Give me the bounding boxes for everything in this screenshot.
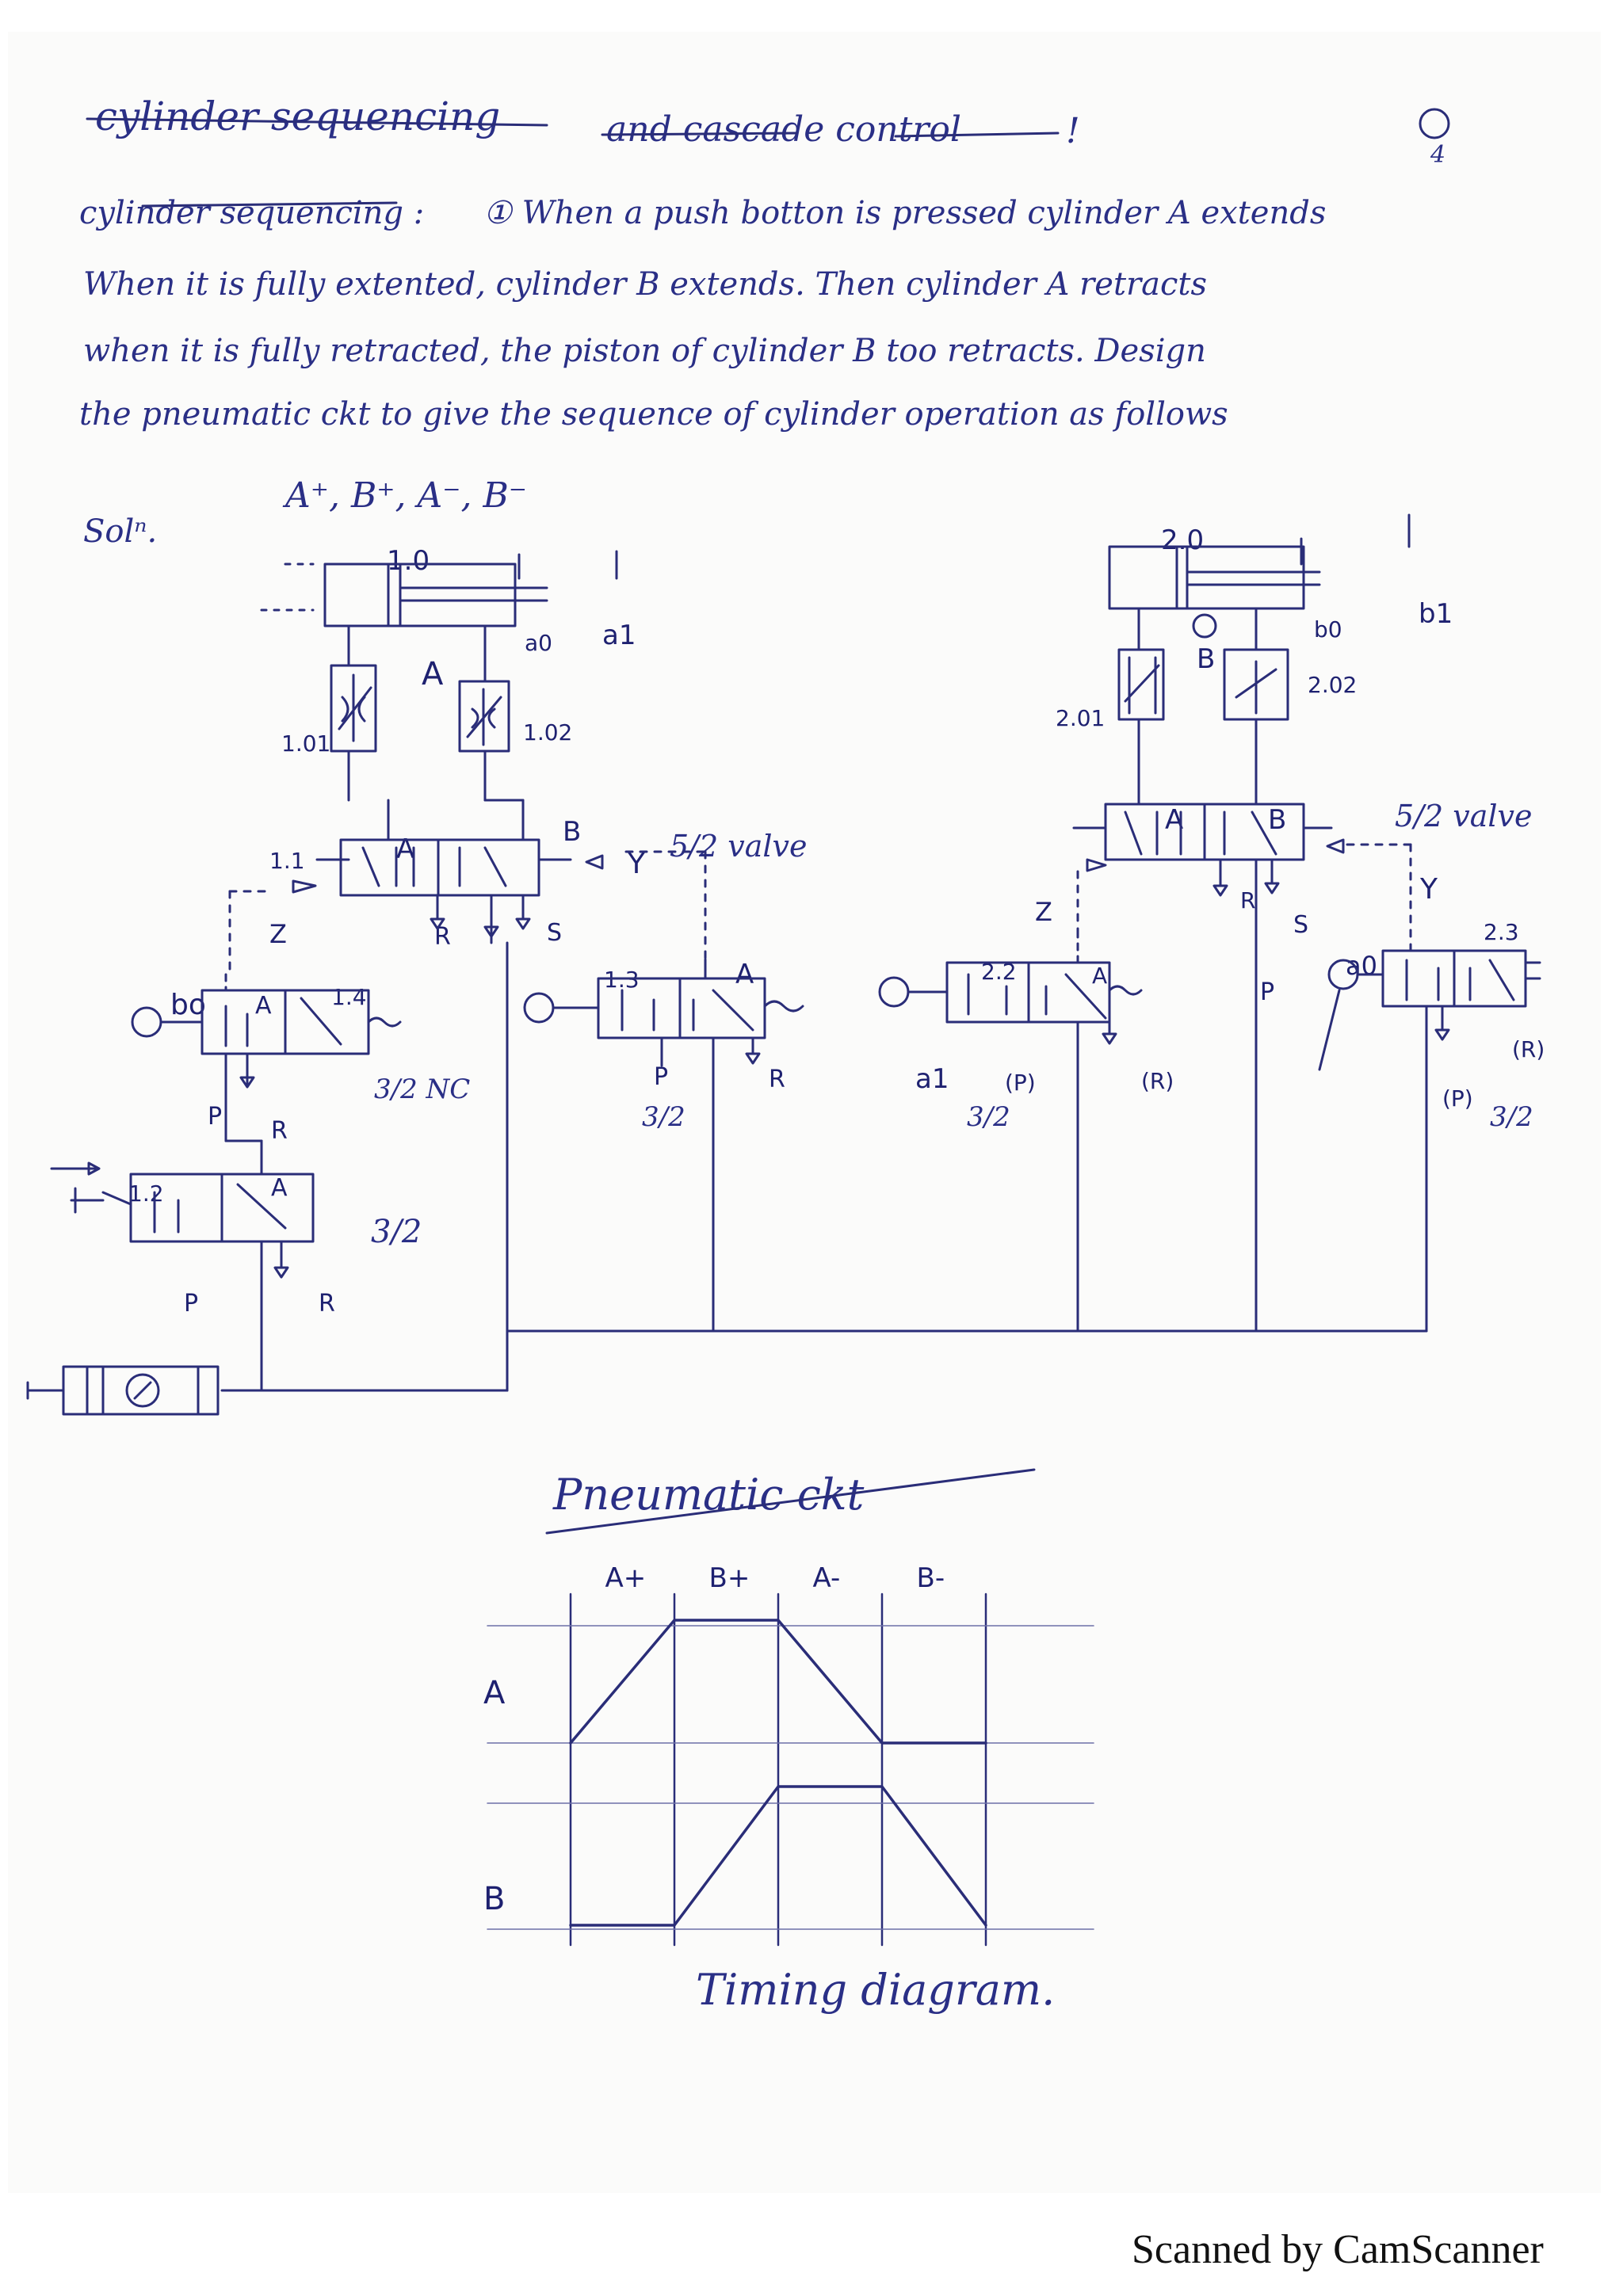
timing-step-label-1: B+: [708, 1562, 750, 1594]
timing-diagram: [487, 1594, 1094, 1945]
flow-b2-label: 2.02: [1308, 672, 1358, 698]
valve-23-supply: P: [1260, 978, 1275, 1006]
flow-control-201: [1119, 608, 1163, 804]
valve-14-port-r: R: [271, 1117, 288, 1145]
valve-21-body: [1074, 804, 1343, 1331]
valve-22-id: 2.2: [981, 959, 1017, 985]
scanner-footer: Scanned by CamScanner: [1132, 2227, 1544, 2272]
timing-series-label-B: B: [483, 1881, 506, 1917]
valve-12-type: 3/2: [371, 1214, 422, 1250]
flow-control-102: [460, 626, 523, 840]
problem-heading: cylinder sequencing :: [79, 195, 425, 231]
flow-control-202: [1224, 608, 1288, 804]
valve-12-port-p: P: [184, 1290, 199, 1318]
problem-line-3: when it is fully retracted, the piston of cylinder B too retracts. Design: [83, 333, 1206, 369]
valve-23-port-r: (R): [1512, 1036, 1545, 1062]
cyl-a-pos0: a0: [525, 630, 552, 656]
valve-14-type: 3/2 NC: [374, 1074, 471, 1105]
valve-22-port-a: A: [1092, 963, 1108, 989]
cyl-b-name: B: [1197, 643, 1216, 675]
timing-grid-vertical: [571, 1594, 986, 1945]
valve-21-pilot-y: Y: [1420, 873, 1438, 906]
valve-13-port-r: R: [769, 1066, 785, 1093]
title-part1: cylinder sequencing: [95, 93, 501, 139]
title-part2: and cascade control: [606, 109, 961, 150]
valve-12-body: [52, 1093, 313, 1390]
caption-underline: [547, 1470, 1034, 1533]
valve-12-port-a: A: [271, 1174, 288, 1202]
valve-11-port-s: S: [547, 919, 563, 947]
heading-underline: [143, 203, 396, 206]
valve-22-port-r: (R): [1141, 1068, 1174, 1094]
valve-21-port-r: R: [1240, 887, 1256, 913]
sequence: A⁺, B⁺, A⁻, B⁻: [285, 475, 528, 516]
cyl-a-name: A: [422, 656, 444, 692]
valve-21-port-a: A: [1165, 804, 1184, 836]
timing-step-label-2: A-: [812, 1562, 841, 1594]
cylinder-b: [1109, 515, 1409, 637]
timing-step-label-0: A+: [605, 1562, 647, 1594]
timing-grid-horizontal: [487, 1626, 1094, 1929]
valve-13-port-p: P: [654, 1063, 669, 1091]
valve-11-port-a: A: [396, 833, 415, 865]
valve-23-port-p: (P): [1442, 1085, 1473, 1112]
valve-11-type: 5/2 valve: [670, 829, 808, 864]
valve-21-pilot-z: Z: [1035, 897, 1052, 927]
cyl-b-pos1: b1: [1419, 598, 1453, 630]
cyl-a-pos1: a1: [602, 620, 636, 651]
frl-unit: [28, 1367, 218, 1414]
cyl-b-id: 2.0: [1161, 524, 1205, 556]
valve-11-port-b: B: [563, 816, 582, 848]
valve-14-sensor: bo: [170, 989, 206, 1021]
valve-14-port-a: A: [255, 992, 272, 1020]
cylinder-a: [262, 551, 617, 626]
valve-23-sensor: a0: [1346, 951, 1377, 981]
solution-label: Solⁿ.: [83, 513, 158, 550]
valve-11-pilot-z: Z: [269, 919, 287, 949]
title-mark: !: [1066, 111, 1080, 151]
problem-line-2: When it is fully extented, cylinder B extends. Then cylinder A retracts: [83, 266, 1207, 303]
valve-22-type: 3/2: [967, 1101, 1010, 1133]
timing-series-label-A: A: [483, 1675, 506, 1711]
cyl-a-id: 1.0: [387, 545, 430, 577]
valve-22-port-p: (P): [1005, 1070, 1036, 1096]
timing-text: [483, 1562, 945, 1917]
title-underline-1: [87, 119, 547, 125]
valve-22-body: [880, 935, 1141, 1331]
timing-step-label-3: B-: [916, 1562, 945, 1594]
valve-13-body: [525, 955, 803, 1331]
valve-23-body: [1319, 951, 1540, 1331]
valve-11-id: 1.1: [269, 848, 305, 874]
valve-14-body: [132, 974, 400, 1093]
valve-14-port-p: P: [208, 1103, 223, 1131]
timing-title: Timing diagram.: [696, 1965, 1056, 2015]
valve-12-port-r: R: [319, 1290, 335, 1318]
valve-13-port-a: A: [735, 959, 754, 990]
valve-21-type: 5/2 valve: [1395, 799, 1533, 833]
flow-b1-label: 2.01: [1056, 705, 1106, 731]
title-underline-2: [602, 133, 796, 135]
flow-a2-label: 1.02: [523, 719, 573, 746]
valve-21-port-s: S: [1293, 911, 1309, 939]
valve-13-type: 3/2: [642, 1101, 685, 1133]
valve-22-sensor: a1: [915, 1063, 949, 1095]
valve-11-port-r: R: [434, 923, 451, 951]
page-number: 4: [1430, 141, 1446, 169]
valve-11-body: [293, 800, 602, 943]
valve-12-id: 1.2: [128, 1180, 164, 1207]
flow-control-101: [331, 626, 376, 800]
title-underline-3: [896, 133, 1058, 136]
problem-line-4: the pneumatic ckt to give the sequence of cylinder operation as follows: [79, 396, 1228, 433]
valve-21-port-b: B: [1268, 804, 1287, 836]
problem-line-1: ① When a push botton is pressed cylinder A extends: [483, 195, 1327, 231]
valve-14-id: 1.4: [331, 984, 367, 1010]
flow-a1-label: 1.01: [281, 730, 331, 757]
circuit-caption: Pneumatic ckt: [553, 1470, 865, 1520]
valve-11-pilot-y: Y: [628, 848, 645, 880]
cyl-b-pos0: b0: [1314, 616, 1342, 643]
valve-23-id: 2.3: [1484, 919, 1519, 945]
valve-13-id: 1.3: [604, 967, 640, 993]
valve-23-type: 3/2: [1490, 1101, 1533, 1133]
page-number-circle: [1420, 109, 1449, 138]
